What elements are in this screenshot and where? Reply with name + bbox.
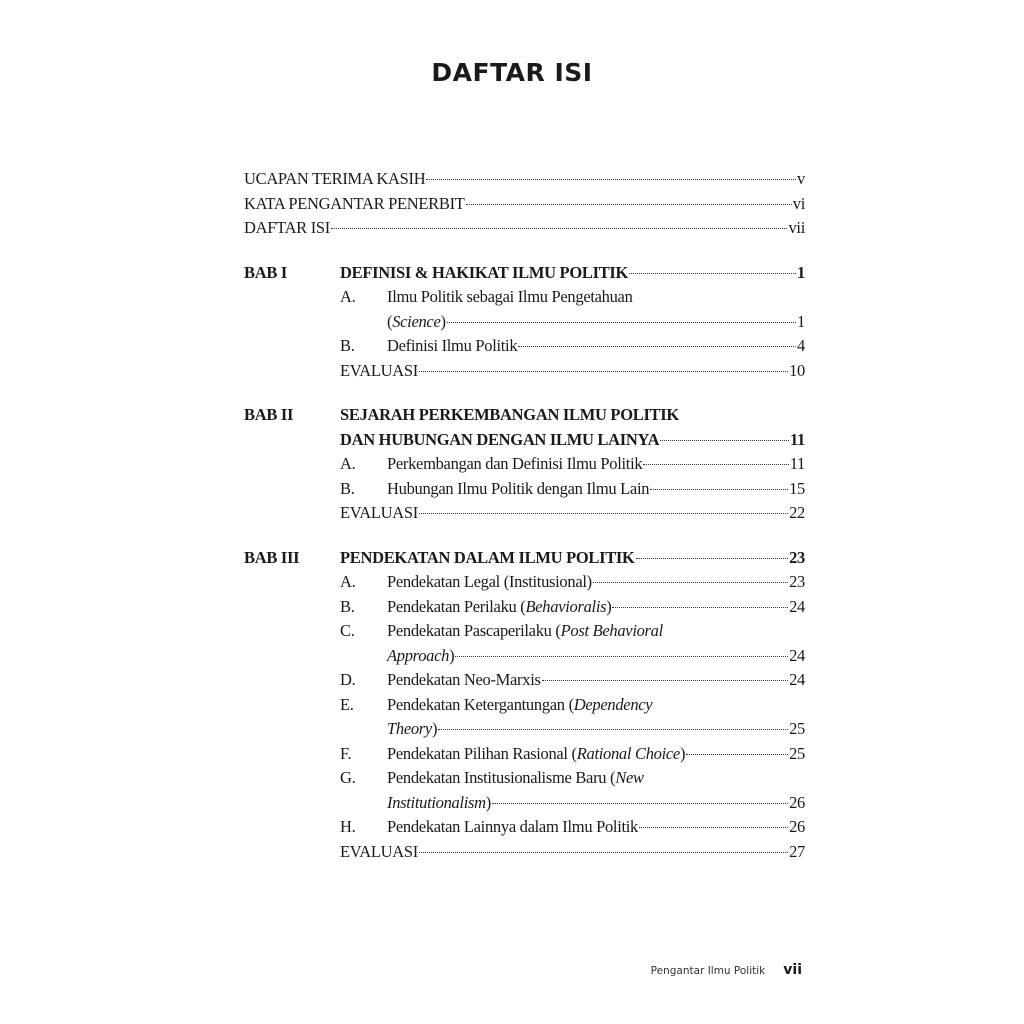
dot-leader xyxy=(466,204,792,205)
toc-entry-text: EVALUASI xyxy=(340,360,418,380)
dot-leader xyxy=(419,513,788,514)
toc-entry-bab3-evaluasi[interactable] xyxy=(244,840,805,865)
toc-entry-bab2-a[interactable] xyxy=(244,452,805,477)
toc-page-number: 11 xyxy=(790,429,805,449)
toc-entry-text: Pendekatan Neo-Marxis xyxy=(387,670,541,689)
dot-leader xyxy=(492,803,788,804)
chapter-label: BAB III xyxy=(244,547,300,567)
toc-page-number: 25 xyxy=(789,743,805,763)
toc-entry-text: Pendekatan Ketergantungan (Dependency xyxy=(387,694,653,714)
dot-leader xyxy=(636,558,789,559)
toc-entry-bab3-e-cont[interactable] xyxy=(244,717,805,742)
toc-entry-kata-pengantar[interactable] xyxy=(244,192,805,217)
toc-entry-text: Pendekatan Institusionalisme Baru (New xyxy=(387,768,644,787)
dot-leader xyxy=(518,346,796,347)
toc-entry-text: Pendekatan Perilaku (Behavioralis) xyxy=(387,596,612,616)
toc-entry-bab3-f[interactable] xyxy=(244,742,805,767)
italic-term: Behavioralis xyxy=(525,596,607,616)
toc-entry-text: EVALUASI xyxy=(340,841,418,861)
entry-letter: A. xyxy=(340,454,356,473)
table-of-contents xyxy=(244,167,805,864)
dot-leader xyxy=(643,464,788,465)
toc-page-number: 15 xyxy=(789,478,805,498)
toc-entry-text: DAFTAR ISI xyxy=(244,218,330,237)
toc-page-number: 27 xyxy=(789,841,805,861)
toc-entry-text: Pendekatan Lainnya dalam Ilmu Politik xyxy=(387,817,639,836)
page-title: DAFTAR ISI xyxy=(431,58,593,87)
italic-term: Science xyxy=(392,311,441,331)
toc-chapter-bab-1[interactable] xyxy=(244,261,805,286)
toc-page-number: 4 xyxy=(797,336,805,355)
toc-chapter-bab-2-cont[interactable] xyxy=(244,428,805,453)
chapter-title: SEJARAH PERKEMBANGAN ILMU POLITIK xyxy=(340,405,679,424)
entry-letter: F. xyxy=(340,743,352,763)
toc-entry-text: Institutionalism) xyxy=(387,792,491,812)
toc-entry-daftar-isi[interactable] xyxy=(244,216,805,241)
toc-chapter-bab-3[interactable] xyxy=(244,546,805,571)
chapter-title: DAN HUBUNGAN DENGAN ILMU LAINYA xyxy=(340,429,660,449)
toc-entry-text: Perkembangan dan Definisi Ilmu Politik xyxy=(387,454,643,473)
dot-leader xyxy=(455,656,788,657)
toc-entry-bab1-a[interactable] xyxy=(244,285,805,310)
italic-term: Approach xyxy=(387,645,450,665)
dot-leader xyxy=(686,754,788,755)
toc-chapter-bab-2[interactable] xyxy=(244,403,805,428)
italic-term: Rational Choice xyxy=(576,743,680,763)
dot-leader xyxy=(447,322,796,323)
toc-entry-text: Theory) xyxy=(387,719,438,738)
toc-entry-bab3-e[interactable] xyxy=(244,693,805,718)
toc-page-number: 26 xyxy=(789,792,805,812)
dot-leader xyxy=(650,489,788,490)
entry-letter: H. xyxy=(340,817,356,836)
chapter-title: PENDEKATAN DALAM ILMU POLITIK xyxy=(340,547,635,567)
toc-page-number: 22 xyxy=(789,503,805,522)
italic-term: Theory xyxy=(387,719,432,738)
toc-page-number: 23 xyxy=(789,572,805,591)
toc-entry-bab3-g-cont[interactable] xyxy=(244,791,805,816)
entry-letter: A. xyxy=(340,287,356,306)
italic-term: Dependency xyxy=(573,694,653,714)
toc-entry-bab1-a-cont[interactable] xyxy=(244,310,805,335)
toc-entry-ucapan[interactable] xyxy=(244,167,805,192)
toc-entry-bab3-g[interactable] xyxy=(244,766,805,791)
toc-page-number: 25 xyxy=(789,719,805,738)
toc-page-number: 11 xyxy=(789,454,805,473)
toc-entry-bab3-c-cont[interactable] xyxy=(244,644,805,669)
dot-leader xyxy=(419,371,788,372)
italic-term: Institutionalism xyxy=(387,792,486,812)
chapter-label: BAB II xyxy=(244,405,294,424)
entry-letter: E. xyxy=(340,694,354,714)
dot-leader xyxy=(639,827,788,828)
toc-entry-bab2-b[interactable] xyxy=(244,477,805,502)
chapter-label: BAB I xyxy=(244,262,287,282)
toc-entry-text: Pendekatan Pascaperilaku (Post Behavioral xyxy=(387,621,663,640)
toc-entry-bab3-d[interactable] xyxy=(244,668,805,693)
toc-entry-text: Definisi Ilmu Politik xyxy=(387,336,518,355)
toc-page-number: 23 xyxy=(789,547,805,567)
toc-entry-bab3-a[interactable] xyxy=(244,570,805,595)
toc-page-number: v xyxy=(797,169,805,188)
chapter-title: DEFINISI & HAKIKAT ILMU POLITIK xyxy=(340,262,629,282)
entry-letter: B. xyxy=(340,336,355,355)
dot-leader xyxy=(419,852,788,853)
entry-letter: D. xyxy=(340,670,356,689)
italic-term: New xyxy=(615,768,644,787)
toc-entry-text: (Science) xyxy=(387,311,446,331)
dot-leader xyxy=(612,607,788,608)
toc-entry-bab3-h[interactable] xyxy=(244,815,805,840)
toc-entry-bab1-evaluasi[interactable] xyxy=(244,359,805,384)
toc-entry-text: Hubungan Ilmu Politik dengan Ilmu Lain xyxy=(387,478,650,498)
toc-entry-text: UCAPAN TERIMA KASIH xyxy=(244,169,426,188)
toc-page-number: 26 xyxy=(789,817,805,836)
entry-letter: G. xyxy=(340,768,356,787)
toc-page-number: 24 xyxy=(789,645,805,665)
dot-leader xyxy=(593,582,788,583)
page-footer xyxy=(540,962,802,978)
toc-page-number: 1 xyxy=(797,262,805,282)
toc-page-number: vii xyxy=(788,218,805,237)
entry-letter: C. xyxy=(340,621,355,640)
dot-leader xyxy=(426,179,796,180)
italic-term: Post Behavioral xyxy=(560,621,663,640)
toc-entry-text: Pendekatan Pilihan Rasional (Rational Choice) xyxy=(387,743,686,763)
footer-book-title: Pengantar Ilmu Politik xyxy=(650,965,766,977)
toc-entry-bab1-b[interactable] xyxy=(244,334,805,359)
toc-page-number: 1 xyxy=(797,311,805,331)
dot-leader xyxy=(438,729,788,730)
dot-leader xyxy=(660,440,789,441)
footer-page-number: vii xyxy=(783,962,802,978)
toc-page-number: vi xyxy=(792,193,805,213)
entry-letter: B. xyxy=(340,478,355,498)
toc-entry-text: EVALUASI xyxy=(340,503,418,522)
toc-entry-text: KATA PENGANTAR PENERBIT xyxy=(244,193,465,213)
dot-leader xyxy=(629,273,796,274)
toc-entry-text: Pendekatan Legal (Institusional) xyxy=(387,572,592,591)
dot-leader xyxy=(331,228,787,229)
toc-page-number: 24 xyxy=(789,670,805,689)
entry-letter: B. xyxy=(340,596,355,616)
toc-entry-bab3-c[interactable] xyxy=(244,619,805,644)
toc-entry-bab2-evaluasi[interactable] xyxy=(244,501,805,526)
dot-leader xyxy=(542,680,788,681)
toc-entry-text: Ilmu Politik sebagai Ilmu Pengetahuan xyxy=(387,287,633,306)
toc-entry-bab3-b[interactable] xyxy=(244,595,805,620)
toc-entry-text: Approach) xyxy=(387,645,455,665)
entry-letter: A. xyxy=(340,572,356,591)
toc-page-number: 24 xyxy=(789,596,805,616)
toc-page-number: 10 xyxy=(789,360,805,380)
